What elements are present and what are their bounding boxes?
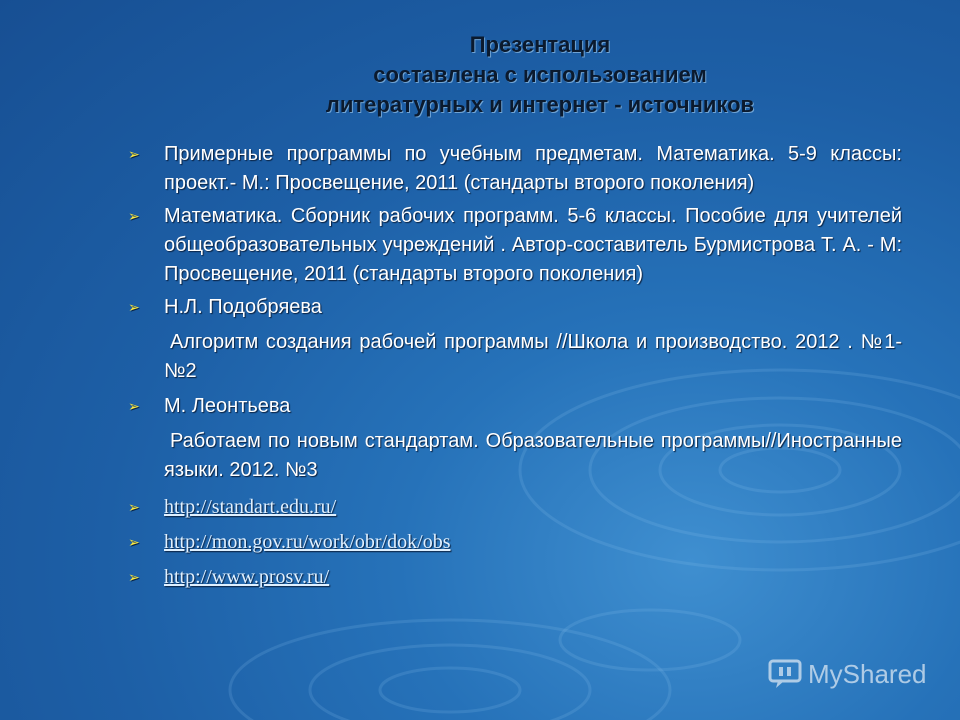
- title-line-3: литературных и интернет - источников: [325, 92, 755, 117]
- list-item: [128, 293, 902, 322]
- list-item: [128, 202, 902, 289]
- item-note: Работаем по новым стандартам. Образовательные программы//Иностранные языки. 2012. №3: [164, 430, 902, 481]
- arrow-bullet-icon: ➢: [128, 398, 140, 414]
- list-item-link: [128, 563, 902, 592]
- item-text: М. Леонтьева: [164, 395, 291, 417]
- list-item: [128, 392, 902, 421]
- link-standart[interactable]: http://standart.edu.ru/: [164, 496, 337, 518]
- item-text: Математика. Сборник рабочих программ. 5-6 классы. Пособие для учителей общеобразовательных учреждений . Автор-составитель Бурмистрова Т. А. - М: Просвещение, 2011 (стандарты второго поколения): [164, 205, 902, 285]
- item-note: Алгоритм создания рабочей программы //Школа и производство. 2012 . №1-№2: [164, 331, 902, 382]
- item-text: Примерные программы по учебным предметам. Математика. 5-9 классы: проект.- М.: Просвещение, 2011 (стандарты второго поколения): [164, 143, 902, 194]
- list-item: [128, 140, 902, 198]
- item-text: Н.Л. Подобряева: [164, 296, 322, 318]
- title-line-1: Презентация: [469, 32, 611, 57]
- link-prosv[interactable]: http://www.prosv.ru/: [164, 566, 330, 588]
- list-item-link: [128, 528, 902, 557]
- arrow-bullet-icon: ➢: [128, 299, 140, 315]
- title-line-2: составлена с использованием: [373, 62, 707, 87]
- source-list: [128, 140, 902, 592]
- arrow-bullet-icon: ➢: [128, 499, 140, 515]
- arrow-bullet-icon: ➢: [128, 569, 140, 585]
- watermark: [768, 656, 927, 692]
- link-mon[interactable]: http://mon.gov.ru/work/obr/dok/obs: [164, 531, 451, 553]
- arrow-bullet-icon: ➢: [128, 146, 140, 162]
- list-item-link: [128, 493, 902, 522]
- myshared-logo-icon: [768, 659, 802, 689]
- slide-title: [200, 30, 880, 120]
- arrow-bullet-icon: ➢: [128, 208, 140, 224]
- watermark-text: MyShared: [808, 658, 927, 689]
- arrow-bullet-icon: ➢: [128, 534, 140, 550]
